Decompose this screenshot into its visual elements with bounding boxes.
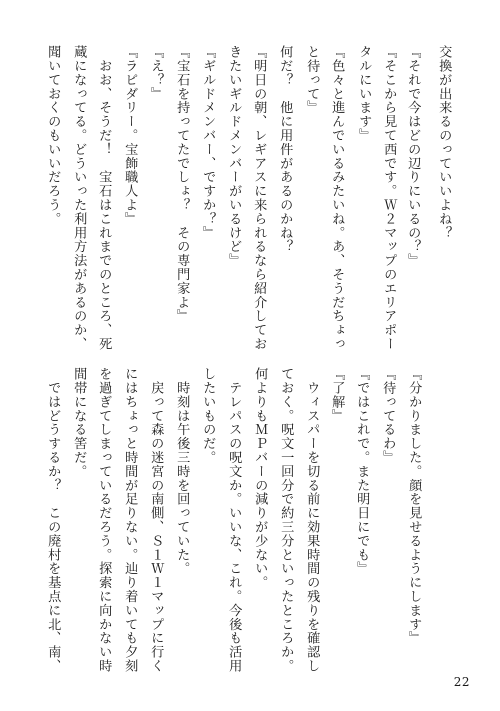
text-line: 『ギルドメンバー、ですか？』 [200, 45, 216, 240]
text-line: 『分かりました。顔を見せるようにします』 [406, 367, 422, 645]
text-line: おお、そうだ！ 宝石はこれまでのところ、死 [96, 45, 112, 351]
text-line: と待って』 [304, 45, 320, 115]
text-line: 『ラピダリー。宝飾職人よ』 [122, 45, 138, 226]
text-line: 『待ってるわ』 [380, 367, 396, 465]
text-line: 何だ？ 他に用件があるのかね？ [277, 45, 293, 254]
text-line: 何よりもＭＰバーの減りが少ない。 [252, 367, 268, 590]
text-line: 蔵になってる。どういった利用方法があるのか、 [71, 45, 87, 351]
page-number: 22 [453, 675, 470, 689]
text-line: 『え？』 [148, 45, 164, 101]
text-line: きたいギルドメンバーがいるけど』 [226, 45, 242, 268]
text-line: 時刻は午後三時を回っていた。 [174, 367, 190, 576]
text-line: 『了解』 [329, 367, 345, 423]
text-line: を過ぎてしまっているだろう。探索に向かない時 [96, 367, 112, 673]
text-line: ウィスパーを切る前に効果時間の残りを確認し [304, 367, 320, 673]
text-line: 戻って森の迷宮の南側、Ｓ１Ｗ１マップに行く [148, 367, 164, 673]
text-line: 交換が出来るのっていいよね？ [436, 45, 452, 240]
text-line: テレパスの呪文か。いいな、これ。今後も活用 [226, 367, 242, 673]
text-line: 『そこから見て西です。Ｗ２マップのエリアポー [381, 45, 397, 351]
text-line: 『ではこれで。また明日にでも』 [354, 367, 370, 576]
text-line: ではどうするか？ この廃村を基点に北、南、 [45, 367, 61, 673]
text-line: 『明日の朝、レギアスに来られるなら紹介してお [251, 45, 267, 351]
text-line: 間帯になる筈だ。 [71, 367, 87, 479]
text-line: にはちょっと時間が足りない。辿り着いても夕刻 [122, 367, 138, 673]
text-line: ておく。呪文一回分で約三分といったところか。 [278, 367, 294, 673]
text-line: 聞いておくのもいいだろう。 [45, 45, 61, 226]
text-line: 『それで今はどの辺りにいるの？』 [405, 45, 421, 268]
text-line: 『宝石を持ってたでしょ？ その専門家よ』 [174, 45, 190, 323]
text-line: タルにいます』 [356, 45, 372, 143]
text-line: 『色々と進んでいるみたいね。あ、そうだちょっ [329, 45, 345, 351]
text-line: したいものだ。 [200, 367, 216, 465]
